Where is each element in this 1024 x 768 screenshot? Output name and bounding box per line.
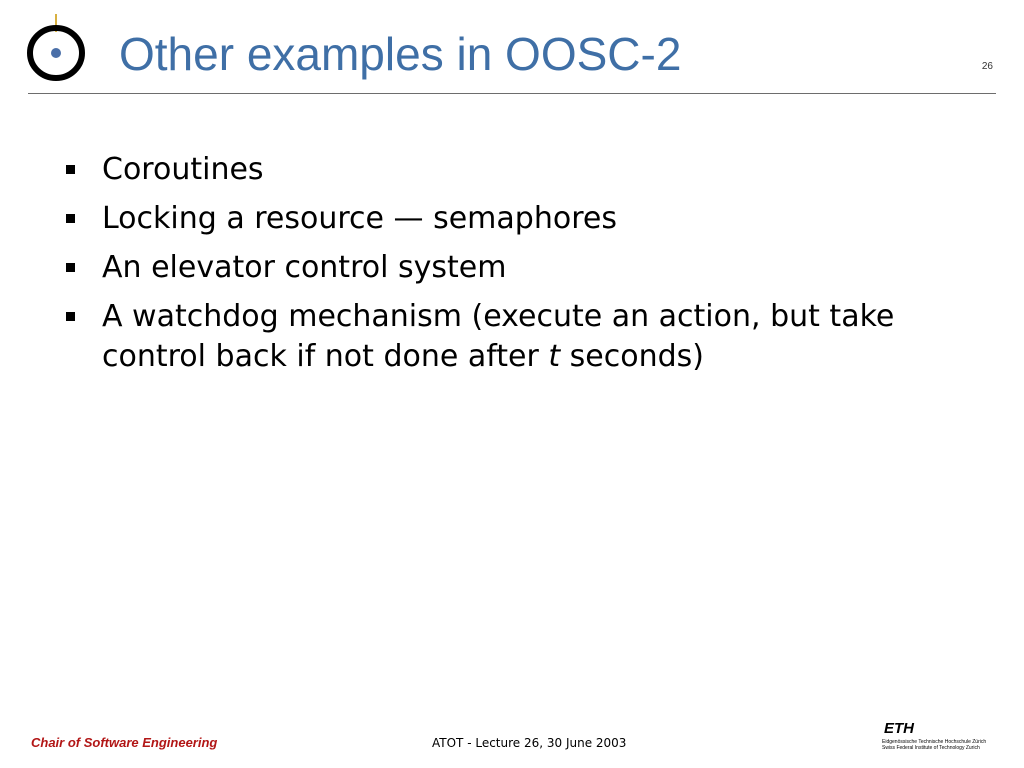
- footer-lecture-info: ATOT - Lecture 26, 30 June 2003: [432, 736, 627, 750]
- eth-logo: [882, 720, 1000, 752]
- page-number: 26: [981, 61, 993, 72]
- bullet-text: Locking a resource — semaphores: [102, 201, 617, 236]
- square-bullet-icon: [66, 312, 75, 321]
- square-bullet-icon: [66, 263, 75, 272]
- bullet-text: An elevator control system: [102, 250, 507, 285]
- bullet-list: [66, 150, 966, 386]
- chair-logo-icon: [25, 14, 91, 84]
- bullet-item: [66, 150, 966, 190]
- bullet-item: [66, 199, 966, 239]
- footer-chair-name: Chair of Software Engineering: [31, 735, 218, 750]
- eth-line-german: Eidgenössische Technische Hochschule Zürich: [882, 739, 987, 745]
- bullet-text-italic: t: [548, 339, 561, 374]
- header-divider: [28, 93, 996, 94]
- bullet-item: [66, 297, 966, 377]
- slide-title: Other examples in OOSC-2: [119, 28, 682, 80]
- eth-logo-text: ETH: [884, 720, 914, 737]
- bullet-text: A watchdog mechanism (execute an action, but take control back if not done after: [102, 299, 895, 374]
- square-bullet-icon: [66, 214, 75, 223]
- eth-line-english: Swiss Federal Institute of Technology Zurich: [882, 745, 980, 751]
- bullet-text: seconds): [560, 339, 705, 374]
- bullet-text: Coroutines: [102, 152, 264, 187]
- square-bullet-icon: [66, 165, 75, 174]
- bullet-item: [66, 248, 966, 288]
